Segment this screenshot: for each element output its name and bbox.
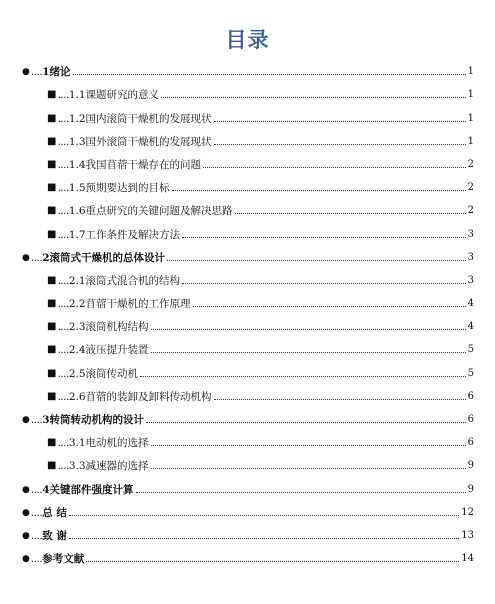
entry-title: 液压提升装置 (85, 344, 149, 357)
entry-title: 致 谢 (42, 529, 67, 542)
leader-dots: .... (30, 529, 43, 542)
bullet-square-icon: ■ (47, 437, 57, 449)
entry-title: 工作条件及解决方法 (85, 228, 181, 241)
entry-number: 1.6 (68, 205, 86, 218)
toc-section-entry[interactable] (22, 217, 474, 240)
toc-chapter-entry[interactable] (22, 241, 474, 264)
toc-chapter-entry[interactable] (22, 472, 474, 495)
bullet-square-icon: ■ (47, 112, 57, 124)
entry-number: 1.7 (68, 228, 86, 241)
entry-page-number: 6 (467, 414, 474, 425)
dot-leader (151, 329, 466, 330)
entry-page-number: 12 (461, 506, 474, 518)
entry-title: 绪论 (49, 66, 71, 79)
leader-dots: .... (57, 298, 69, 311)
bullet-square-icon: ■ (47, 274, 57, 286)
entry-number: 2.2 (68, 298, 86, 311)
dot-leader (69, 515, 459, 516)
entry-title: 电动机的选择 (85, 437, 149, 450)
entry-title: 滚筒式混合机的结构 (85, 274, 181, 287)
entry-page-number: 1 (467, 135, 474, 147)
bullet-square-icon: ■ (47, 367, 57, 379)
entry-title: 我国苜蓿干燥存在的问题 (85, 158, 202, 171)
toc-section-entry[interactable] (22, 125, 474, 148)
bullet-square-icon: ■ (47, 298, 57, 310)
entry-page-number: 13 (461, 529, 474, 541)
entry-page-number: 14 (461, 553, 474, 565)
entry-number: 2.6 (68, 390, 86, 403)
toc-section-entry[interactable] (22, 264, 474, 287)
toc-section-entry[interactable] (22, 449, 474, 472)
entry-number: 1.3 (68, 135, 86, 148)
entry-title: 苜蓿干燥机的工作原理 (85, 298, 191, 311)
leader-dots: .... (30, 483, 43, 496)
dot-leader (151, 468, 466, 469)
toc-chapter-entry[interactable] (22, 519, 474, 542)
bullet-square-icon: ■ (47, 460, 57, 472)
leader-dots: .... (57, 158, 69, 171)
toc-section-entry[interactable] (22, 380, 474, 403)
entry-title: 课题研究的意义 (85, 89, 160, 102)
dot-leader (235, 213, 466, 214)
entry-number: 4 (42, 483, 50, 496)
dot-leader (161, 97, 466, 98)
bullet-dot-icon: ● (22, 530, 30, 541)
toc-chapter-entry[interactable] (22, 542, 474, 565)
toc-section-entry[interactable] (22, 426, 474, 449)
toc-chapter-entry[interactable] (22, 55, 474, 78)
dot-leader (203, 167, 466, 168)
toc-section-entry[interactable] (22, 148, 474, 171)
leader-dots: .... (57, 344, 69, 357)
bullet-dot-icon: ● (22, 484, 30, 495)
entry-title: 预期要达到的目标 (85, 182, 170, 195)
toc-section-entry[interactable] (22, 287, 474, 310)
bullet-square-icon: ■ (47, 182, 57, 194)
leader-dots: .... (57, 367, 69, 380)
leader-dots: .... (57, 228, 69, 241)
dot-leader (214, 144, 466, 145)
dot-leader (193, 306, 466, 307)
toc-heading: 目录 (225, 28, 270, 52)
dot-leader (151, 445, 466, 446)
bullet-dot-icon: ● (22, 507, 30, 518)
leader-dots: .... (57, 390, 69, 403)
leader-dots: .... (57, 274, 69, 287)
dot-leader (182, 283, 466, 284)
entry-number: 3.1 (68, 437, 86, 450)
entry-number: 1.5 (68, 182, 86, 195)
toc-chapter-entry[interactable] (22, 403, 474, 426)
toc-section-entry[interactable] (22, 171, 474, 194)
entry-number: 1.2 (68, 112, 86, 125)
bullet-dot-icon: ● (22, 67, 30, 78)
dot-leader (172, 190, 466, 191)
leader-dots: .... (57, 89, 69, 102)
bullet-dot-icon: ● (22, 554, 30, 565)
leader-dots: .... (57, 112, 69, 125)
entry-page-number: 1 (467, 112, 474, 124)
entry-page-number: 5 (467, 367, 474, 379)
bullet-dot-icon: ● (22, 252, 30, 263)
dot-leader (182, 237, 466, 238)
entry-title: 滚筒传动机 (85, 367, 139, 380)
entry-title: 减速器的选择 (85, 460, 149, 473)
toc-section-entry[interactable] (22, 356, 474, 379)
entry-title: 滚筒式干燥机的总体设计 (49, 251, 166, 264)
leader-dots: .... (57, 182, 69, 195)
entry-page-number: 2 (467, 158, 474, 170)
entry-page-number: 3 (467, 251, 474, 263)
entry-page-number: 4 (467, 321, 474, 333)
entry-number: 3 (42, 414, 50, 426)
leader-dots: .... (30, 251, 43, 264)
entry-page-number: 2 (467, 205, 474, 217)
entry-page-number: 6 (467, 437, 474, 449)
entry-title: 苜蓿的装卸及卸料传动机构 (85, 390, 212, 403)
entry-page-number: 9 (467, 460, 474, 472)
bullet-square-icon: ■ (47, 205, 57, 217)
dot-leader (151, 352, 466, 353)
bullet-square-icon: ■ (47, 135, 57, 147)
dot-leader (140, 376, 466, 377)
entry-title: 滚筒机构结构 (85, 321, 149, 334)
entry-page-number: 5 (467, 344, 474, 356)
leader-dots: .... (57, 460, 69, 473)
entry-page-number: 1 (467, 66, 474, 78)
entry-number: 2.5 (68, 367, 86, 380)
entry-number: 1.1 (68, 89, 86, 102)
leader-dots: .... (57, 135, 69, 148)
toc-section-entry[interactable] (22, 310, 474, 333)
dot-leader (214, 121, 466, 122)
leader-dots: .... (57, 437, 69, 450)
dot-leader (146, 422, 466, 423)
entry-number: 1 (42, 66, 50, 79)
toc-section-entry[interactable] (22, 333, 474, 356)
entry-number: 2.4 (68, 344, 86, 357)
toc-section-entry[interactable] (22, 78, 474, 101)
bullet-square-icon: ■ (47, 390, 57, 402)
entry-number: 2 (42, 251, 50, 264)
bullet-square-icon: ■ (47, 228, 57, 240)
entry-page-number: 6 (467, 390, 474, 402)
entry-page-number: 4 (467, 298, 474, 310)
entry-title: 国内滚筒干燥机的发展现状 (85, 112, 212, 125)
dot-leader (136, 492, 466, 493)
entry-page-number: 9 (467, 483, 474, 495)
entry-title: 关键部件强度计算 (49, 483, 134, 496)
entry-title: 转筒转动机构的设计 (49, 414, 145, 426)
leader-dots: .... (30, 506, 43, 519)
leader-dots: .... (30, 553, 43, 566)
entry-page-number: 2 (467, 182, 474, 194)
toc-chapter-entry[interactable] (22, 496, 474, 519)
entry-number: 2.1 (68, 274, 86, 287)
bullet-square-icon: ■ (47, 321, 57, 333)
bullet-square-icon: ■ (47, 89, 57, 101)
dot-leader (214, 399, 466, 400)
entry-number: 3.3 (68, 460, 86, 473)
leader-dots: .... (57, 205, 69, 218)
entry-title: 总 结 (42, 506, 67, 519)
leader-dots: .... (57, 321, 69, 334)
entry-page-number: 3 (467, 228, 474, 240)
entry-title: 重点研究的关键问题及解决思路 (85, 205, 233, 218)
dot-leader (73, 74, 466, 75)
toc-section-entry[interactable] (22, 194, 474, 217)
entry-number: 1.4 (68, 158, 86, 171)
entry-page-number: 1 (467, 89, 474, 101)
dot-leader (69, 538, 459, 539)
leader-dots: .... (30, 66, 43, 79)
entry-number: 2.3 (68, 321, 86, 334)
dot-leader (167, 260, 466, 261)
entry-title: 参考文献 (42, 553, 85, 566)
toc-section-entry[interactable] (22, 101, 474, 124)
dot-leader (86, 561, 459, 562)
leader-dots: .... (30, 414, 43, 426)
bullet-square-icon: ■ (47, 344, 57, 356)
bullet-dot-icon: ● (22, 415, 30, 425)
table-of-contents (22, 55, 474, 565)
entry-title: 国外滚筒干燥机的发展现状 (85, 135, 212, 148)
entry-page-number: 3 (467, 274, 474, 286)
bullet-square-icon: ■ (47, 158, 57, 170)
